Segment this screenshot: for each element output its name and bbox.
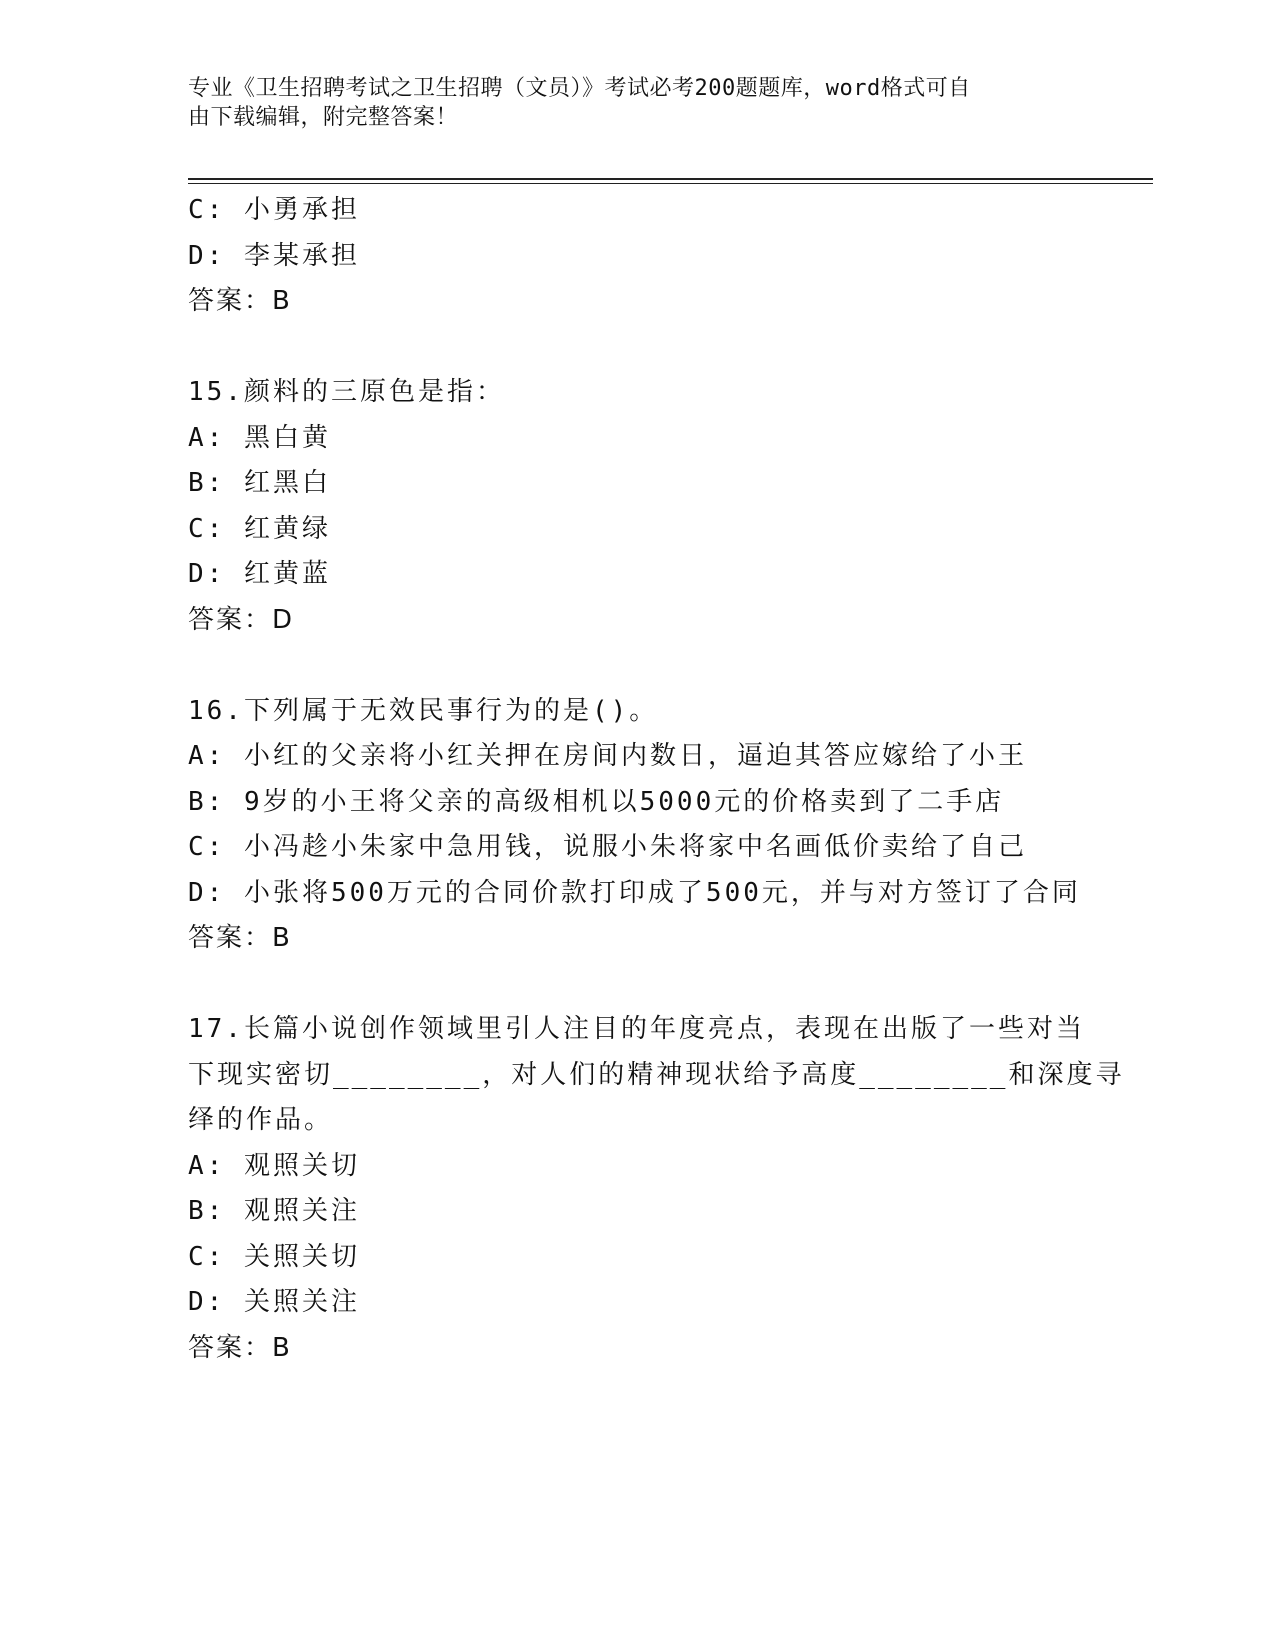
- option-d: D: 红黄蓝: [188, 559, 331, 589]
- option-c: C: 小勇承担: [188, 195, 360, 225]
- answer-line: 答案：B: [188, 286, 292, 316]
- option-d: D: 小张将500万元的合同价款打印成了500元，并与对方签订了合同: [188, 877, 1081, 908]
- question-stem: 16.下列属于无效民事行为的是()。: [188, 695, 659, 726]
- option-a: A: 观照关切: [188, 1150, 360, 1181]
- question-list: [188, 188, 1125, 1371]
- answer-line: 答案：B: [188, 923, 292, 953]
- answer-line: 答案：D: [188, 604, 295, 635]
- option-d: D: 关照关注: [188, 1287, 360, 1317]
- header-divider-thick: [188, 178, 1153, 180]
- header-divider-thin: [188, 183, 1153, 184]
- option-b: B: 9岁的小王将父亲的高级相机以5000元的价格卖到了二手店: [188, 786, 1005, 817]
- question-stem-line-1: 17.长篇小说创作领域里引人注目的年度亮点，表现在出版了一些对当: [188, 1014, 1085, 1044]
- option-b: B: 观照关注: [188, 1196, 360, 1226]
- spacer: [188, 962, 1088, 1008]
- question-16: [188, 689, 1088, 962]
- option-c: C: 关照关切: [188, 1241, 360, 1272]
- document-header: [188, 74, 1068, 132]
- option-c: C: 红黄绿: [188, 513, 331, 544]
- option-d: D: 李某承担: [188, 240, 360, 271]
- previous-question-tail: [188, 188, 1088, 325]
- option-a: A: 黑白黄: [188, 422, 331, 453]
- header-line-2: 由下载编辑，附完整答案！: [188, 105, 459, 130]
- question-stem-line-2: 下现实密切________，对人们的精神现状给予高度________和深度寻: [188, 1059, 1125, 1090]
- header-line-1: 专业《卫生招聘考试之卫生招聘（文员）》考试必考200题题库，word格式可自: [188, 76, 971, 101]
- answer-line: 答案：B: [188, 1332, 292, 1363]
- option-b: B: 红黑白: [188, 468, 331, 498]
- question-15: [188, 370, 1088, 643]
- question-17: [188, 1007, 1125, 1371]
- option-a: A: 小红的父亲将小红关押在房间内数日，逼迫其答应嫁给了小王: [188, 741, 1027, 771]
- question-stem: 15.颜料的三原色是指：: [188, 377, 505, 407]
- spacer: [188, 643, 1088, 689]
- spacer: [188, 325, 1088, 371]
- option-c: C: 小冯趁小朱家中急用钱，说服小朱将家中名画低价卖给了自己: [188, 832, 1027, 862]
- question-stem-line-3: 绎的作品。: [188, 1105, 334, 1135]
